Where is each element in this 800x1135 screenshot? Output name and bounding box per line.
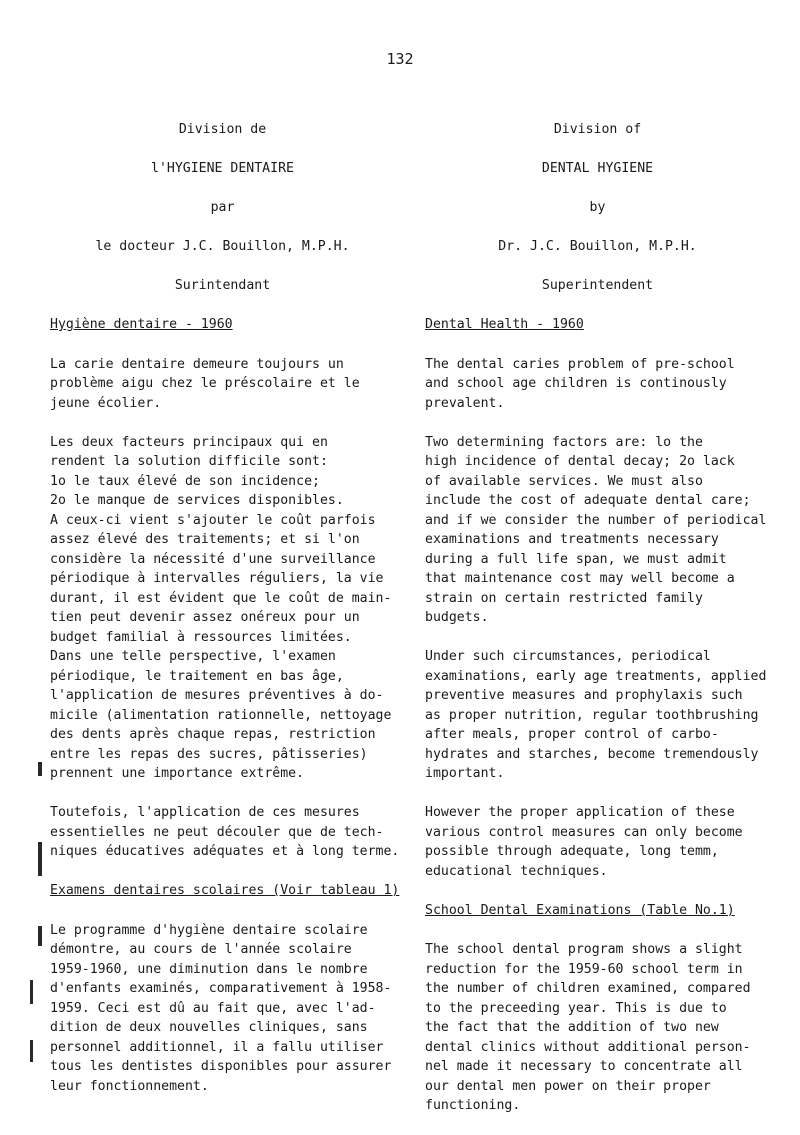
english-paragraph-2: Two determining factors are: lo the high incidence of dental decay; 2o lack of available services. We must also include the cost of adequate dental care; and if we consider the number of periodical examinations and treatments necessary during a full life span, we must admit that maintenance cost may well become a strain on certain restricted family budgets. — [425, 434, 767, 625]
margin-mark-bottom-2 — [30, 1040, 33, 1062]
french-by: par — [210, 200, 235, 215]
english-section-title-dental-health: Dental Health - 1960 — [425, 317, 584, 332]
margin-mark-middle — [38, 842, 42, 876]
english-division-label: Division of — [553, 122, 642, 137]
french-header — [50, 120, 395, 296]
french-paragraph-2: Les deux facteurs principaux qui en rendent la solution difficile sont: 1o le taux élevé de son incidence; 2o le manque de services disponibles. A ceux-ci vient s'ajouter le coût parfois assez élevé des traitements; et si l'on considère la nécessité d'une surveillance périodique à intervalles réguliers, la vie durant, il est évident que le coût de main- tien peut devenir assez onéreux pour un budget familial à ressources limitées. Dans une telle perspective, l'examen périodique, le traitement en bas âge, l'application de mesures préventives à do- micile (alimentation rationnelle, nettoyage des dents après chaque repas, restriction entre les repas des sucres, pâtisseries) prennent une importance extrême. — [50, 434, 392, 781]
french-author: le docteur J.C. Bouillon, M.P.H. — [95, 239, 350, 254]
english-column — [425, 120, 770, 1135]
english-division-name: DENTAL HYGIENE — [541, 161, 654, 176]
english-paragraph-3: Under such circumstances, periodical examinations, early age treatments, applied preventive measures and prophylaxis such as proper nutrition, regular toothbrushing after meals, proper control of carbo- hydrates and starches, become tremendously important. — [425, 649, 767, 781]
english-author-title: Superintendent — [541, 278, 654, 293]
margin-mark-lower — [38, 926, 42, 946]
margin-mark-bottom-1 — [30, 980, 33, 1004]
page-number: 132 — [386, 50, 414, 68]
margin-mark-top — [38, 762, 42, 776]
french-paragraph-4: Le programme d'hygiène dentaire scolaire démontre, au cours de l'année scolaire 1959-1960, une diminution dans le nombre d'enfants examinés, comparativement à 1958- 1959. Ceci est dû au fait que, avec l'ad- dition de deux nouvelles cliniques, sans personnel additionnel, il a fallu utiliser tous les dentistes disponibles pour assurer leur fonctionnement. — [50, 922, 392, 1094]
french-division-name: l'HYGIENE DENTAIRE — [151, 161, 294, 176]
english-author: Dr. J.C. Bouillon, M.P.H. — [498, 239, 697, 254]
english-paragraph-5: The school dental program shows a slight reduction for the 1959-60 school term in the number of children examined, compared to the preceeding year. This is due to the fact that the addition of two new dental clinics without additional person- nel made it necessary to concentrate all our dental men power on their proper functioning. — [425, 942, 751, 1113]
french-author-title: Surintendant — [174, 278, 271, 293]
english-section-title-examinations: School Dental Examinations (Table No.1) — [425, 902, 735, 918]
french-division-label: Division de — [178, 122, 267, 137]
french-section-title-hygiene: Hygiène dentaire - 1960 — [50, 317, 233, 332]
french-paragraph-1: La carie dentaire demeure toujours un problème aigu chez le préscolaire et le jeune écolier. — [50, 356, 360, 411]
french-column — [50, 120, 400, 1116]
english-paragraph-1: The dental caries problem of pre-school and school age children is continously prevalent. — [425, 356, 735, 411]
english-paragraph-4: However the proper application of these various control measures can only become possible through adequate, long temm, educational techniques. — [425, 805, 743, 879]
french-paragraph-3: Toutefois, l'application de ces mesures essentielles ne peut découler que de tech- niques éducatives adéquates et à long terme. — [50, 805, 400, 859]
french-section-title-examens: Examens dentaires scolaires (Voir tableau 1) — [50, 883, 400, 898]
english-header — [425, 120, 770, 296]
english-by: by — [589, 200, 606, 215]
